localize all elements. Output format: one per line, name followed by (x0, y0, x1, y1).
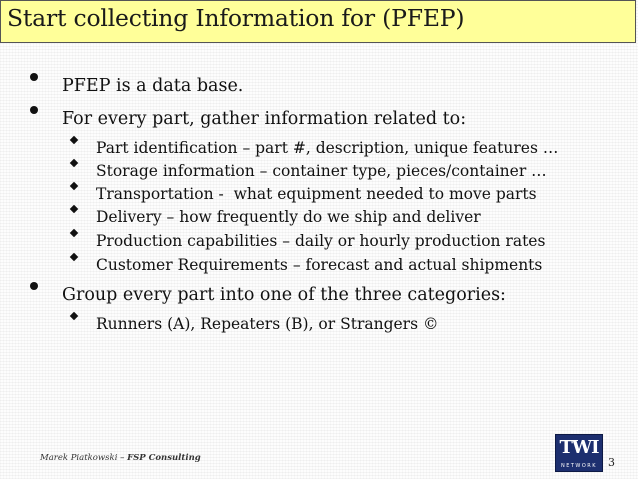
sub-bullet-text: Runners (A), Repeaters (B), or Strangers © (96, 315, 439, 333)
author-name: Marek Piatkowski – (40, 453, 128, 463)
twi-network-logo (555, 434, 603, 472)
diamond-bullet-icon (70, 253, 78, 261)
diamond-bullet-icon (70, 182, 78, 190)
sub-bullet-text: Part identification – part #, description, unique features … (96, 139, 559, 157)
diamond-bullet-icon (70, 159, 78, 167)
company-name: FSP Consulting (127, 453, 201, 463)
title-bar (0, 0, 636, 43)
sub-bullet-text: Customer Requirements – forecast and actual shipments (96, 256, 543, 274)
diamond-bullet-icon (70, 229, 78, 237)
diamond-bullet-icon (70, 312, 78, 320)
diamond-bullet-icon (70, 136, 78, 144)
logo-main-text: TWI (559, 437, 599, 458)
sub-bullet-text: Production capabilities – daily or hourly production rates (96, 232, 546, 250)
bullet-dot-icon (30, 106, 38, 114)
bullet-text: For every part, gather information related to: (62, 109, 467, 129)
footer-credit (40, 453, 201, 463)
logo-sub-text: NETWORK (560, 463, 598, 469)
diamond-bullet-icon (70, 205, 78, 213)
bullet-text: Group every part into one of the three categories: (62, 285, 506, 305)
sub-bullet-text: Transportation - what equipment needed to move parts (96, 185, 537, 203)
slide-title: Start collecting Information for (PFEP) (7, 4, 465, 32)
sub-bullet-text: Storage information – container type, pieces/container … (96, 162, 547, 180)
sub-bullet-text: Delivery – how frequently do we ship and deliver (96, 208, 481, 226)
bullet-dot-icon (30, 282, 38, 290)
bullet-text: PFEP is a data base. (62, 76, 244, 96)
page-number: 3 (608, 456, 615, 469)
bullet-dot-icon (30, 73, 38, 81)
